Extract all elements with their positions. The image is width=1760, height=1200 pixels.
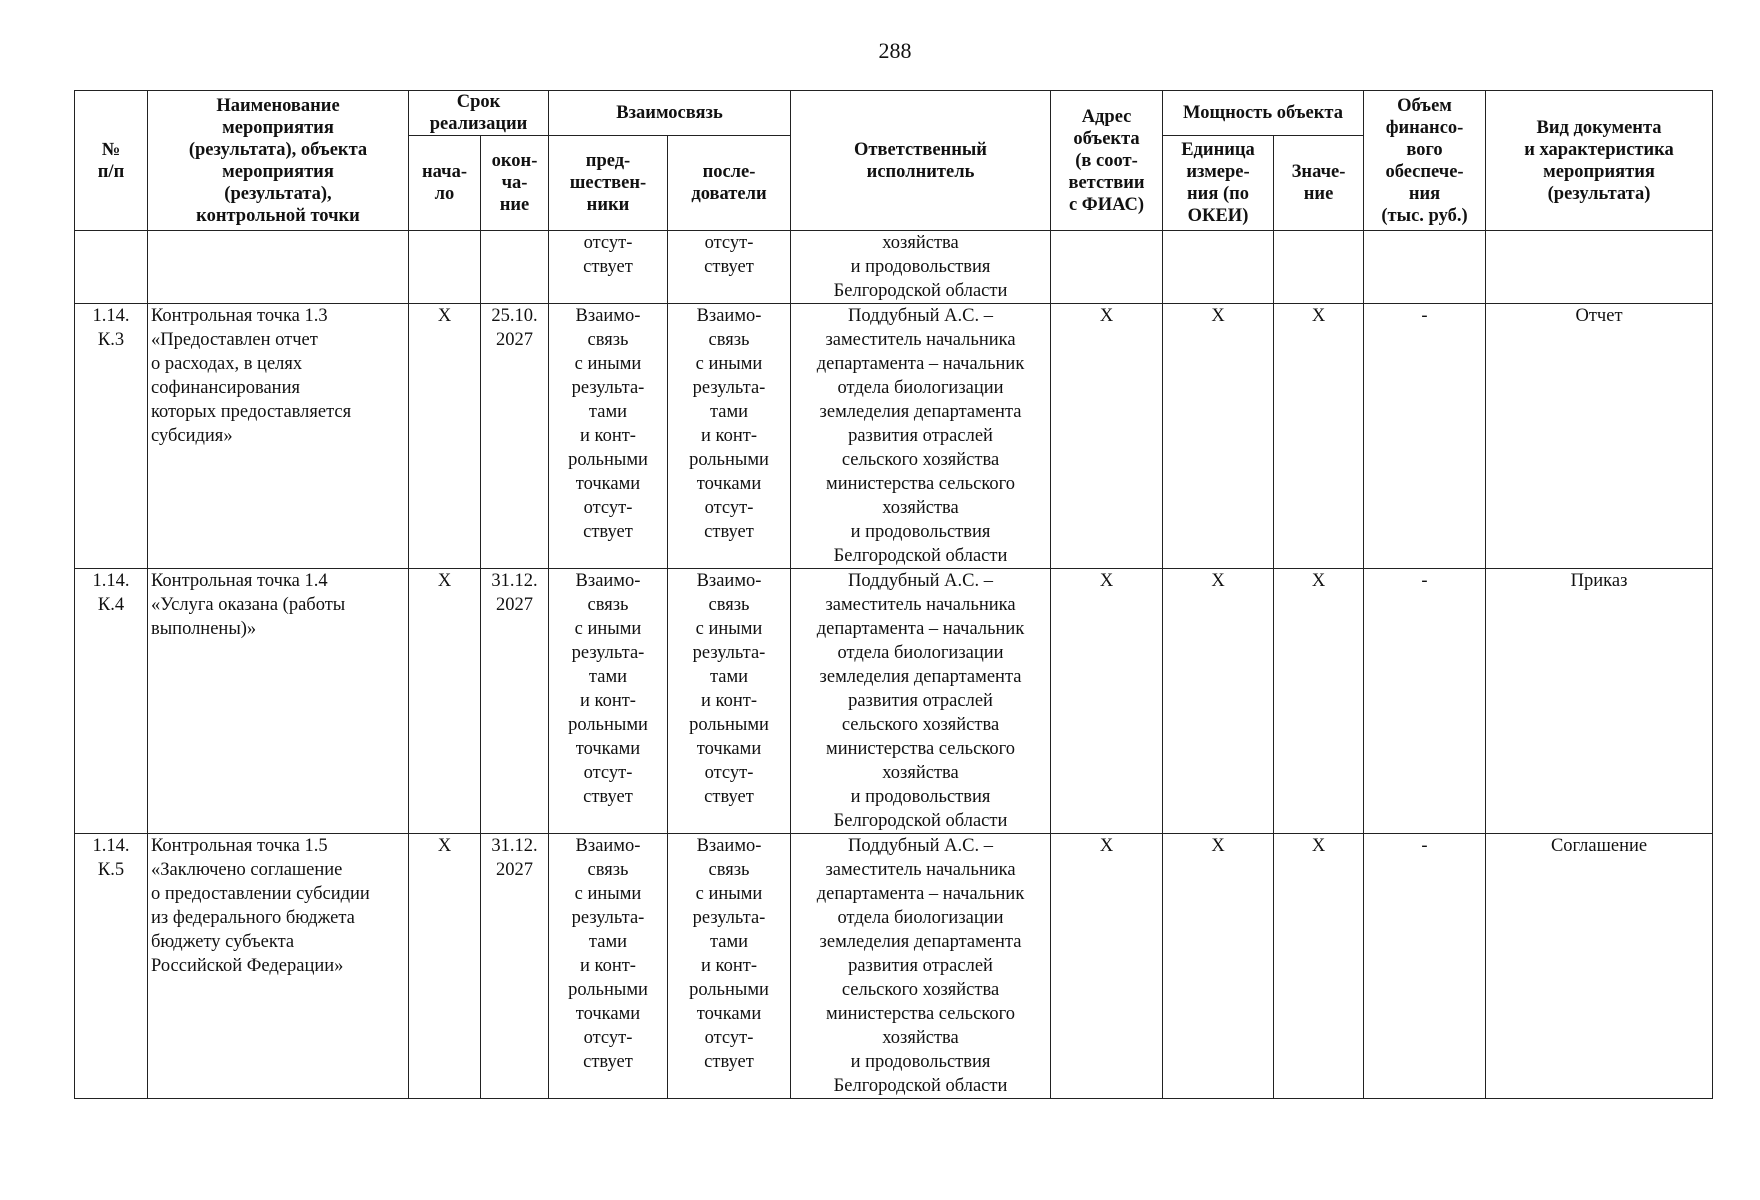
cell-responsible: хозяйства и продовольствия Белгородской области [791, 231, 1051, 304]
cell-start [409, 231, 481, 304]
cell-value: X [1274, 304, 1364, 569]
cell-unit: X [1163, 569, 1274, 834]
header-successors: после- дователи [668, 136, 791, 231]
cell-document [1486, 231, 1713, 304]
cell-address: X [1051, 304, 1163, 569]
cell-responsible: Поддубный А.С. – заместитель начальника департамента – начальник отдела биологизации земледелия департамента развития отраслей сельского хозяйства министерства сельского хозяйства и продовольствия Белгородской области [791, 834, 1051, 1099]
table-row [75, 569, 1713, 834]
cell-unit [1163, 231, 1274, 304]
cell-value [1274, 231, 1364, 304]
cell-address: X [1051, 834, 1163, 1099]
page-number: 288 [878, 38, 912, 63]
cell-name: Контрольная точка 1.3 «Предоставлен отчет о расходах, в целях софинансирования которых предоставляется субсидия» [148, 304, 409, 569]
header-address: Адрес объекта (в соот- ветствии с ФИАС) [1051, 91, 1163, 231]
header-capacity-unit: Единица измере- ния (по ОКЕИ) [1163, 136, 1274, 231]
cell-successors: Взаимо- связь с иными результа- тами и конт- рольными точками отсут- ствует [668, 304, 791, 569]
header-term-end: окон- ча- ние [481, 136, 549, 231]
cell-finance: - [1364, 304, 1486, 569]
header-predecessors: пред- шествен- ники [549, 136, 668, 231]
cell-num [75, 231, 148, 304]
header-finance: Объем финансо- вого обеспече- ния (тыс. руб.) [1364, 91, 1486, 231]
cell-address [1051, 231, 1163, 304]
cell-predecessors: Взаимо- связь с иными результа- тами и конт- рольными точками отсут- ствует [549, 569, 668, 834]
cell-address: X [1051, 569, 1163, 834]
header-num: № п/п [75, 91, 148, 231]
cell-start: X [409, 834, 481, 1099]
cell-predecessors: отсут- ствует [549, 231, 668, 304]
header-term: Срок реализации [409, 91, 549, 136]
cell-num: 1.14. К.5 [75, 834, 148, 1099]
cell-start: X [409, 569, 481, 834]
cell-end: 25.10. 2027 [481, 304, 549, 569]
cell-unit: X [1163, 304, 1274, 569]
cell-num: 1.14. К.3 [75, 304, 148, 569]
cell-predecessors: Взаимо- связь с иными результа- тами и конт- рольными точками отсут- ствует [549, 304, 668, 569]
continuation-row [75, 231, 1713, 304]
cell-document: Отчет [1486, 304, 1713, 569]
activities-table [74, 90, 1713, 1099]
cell-document: Приказ [1486, 569, 1713, 834]
cell-successors: отсут- ствует [668, 231, 791, 304]
cell-responsible: Поддубный А.С. – заместитель начальника департамента – начальник отдела биологизации земледелия департамента развития отраслей сельского хозяйства министерства сельского хозяйства и продовольствия Белгородской области [791, 569, 1051, 834]
header-link: Взаимосвязь [549, 91, 791, 136]
cell-finance [1364, 231, 1486, 304]
cell-name: Контрольная точка 1.4 «Услуга оказана (работы выполнены)» [148, 569, 409, 834]
cell-name: Контрольная точка 1.5 «Заключено соглашение о предоставлении субсидии из федерального бюджета бюджету субъекта Российской Федерации» [148, 834, 409, 1099]
cell-unit: X [1163, 834, 1274, 1099]
header-row-top [75, 91, 1713, 136]
header-term-start: нача- ло [409, 136, 481, 231]
header-capacity-value: Значе- ние [1274, 136, 1364, 231]
cell-name [148, 231, 409, 304]
cell-finance: - [1364, 834, 1486, 1099]
cell-num: 1.14. К.4 [75, 569, 148, 834]
cell-value: X [1274, 834, 1364, 1099]
cell-start: X [409, 304, 481, 569]
table-row [75, 304, 1713, 569]
cell-successors: Взаимо- связь с иными результа- тами и конт- рольными точками отсут- ствует [668, 569, 791, 834]
cell-end: 31.12. 2027 [481, 834, 549, 1099]
header-document: Вид документа и характеристика мероприятия (результата) [1486, 91, 1713, 231]
header-name: Наименование мероприятия (результата), объекта мероприятия (результата), контрольной точки [148, 91, 409, 231]
cell-responsible: Поддубный А.С. – заместитель начальника департамента – начальник отдела биологизации земледелия департамента развития отраслей сельского хозяйства министерства сельского хозяйства и продовольствия Белгородской области [791, 304, 1051, 569]
header-responsible: Ответственный исполнитель [791, 91, 1051, 231]
cell-value: X [1274, 569, 1364, 834]
cell-predecessors: Взаимо- связь с иными результа- тами и конт- рольными точками отсут- ствует [549, 834, 668, 1099]
cell-successors: Взаимо- связь с иными результа- тами и конт- рольными точками отсут- ствует [668, 834, 791, 1099]
cell-finance: - [1364, 569, 1486, 834]
cell-end: 31.12. 2027 [481, 569, 549, 834]
cell-document: Соглашение [1486, 834, 1713, 1099]
cell-end [481, 231, 549, 304]
header-capacity: Мощность объекта [1163, 91, 1364, 136]
table-row [75, 834, 1713, 1099]
